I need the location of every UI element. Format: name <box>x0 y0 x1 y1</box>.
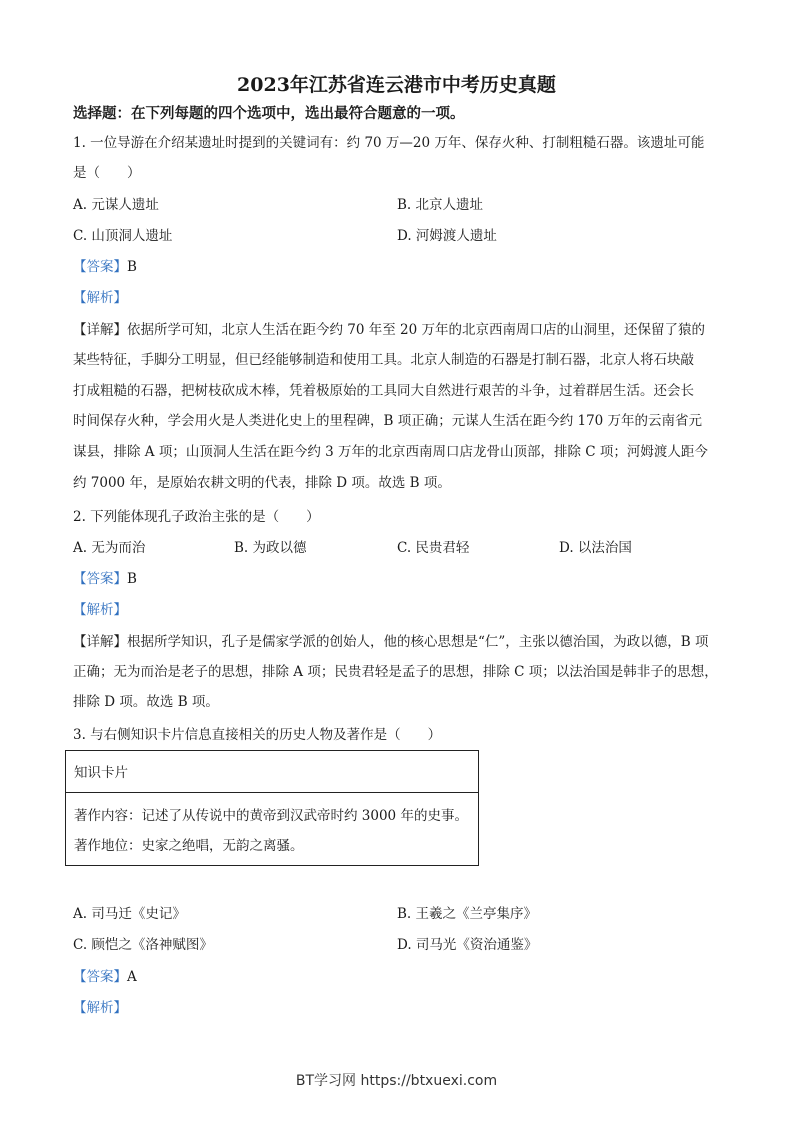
q1-detail-line-0 <box>73 320 725 340</box>
q2-detail-text-0: 根据所学知识，孔子是儒家学派的创始人，他的核心思想是“仁”，主张以德治国，为政以德，B 项 <box>127 634 709 650</box>
q3-option-b: B. 王羲之《兰亭集序》 <box>397 906 538 922</box>
q2-option-a: A. 无为而治 <box>73 540 146 556</box>
q3-answer-value: A <box>127 969 137 985</box>
footer-watermark: BT学习网 https://btxuexi.com <box>295 1073 498 1089</box>
q1-option-a: A. 元谋人遗址 <box>73 197 159 213</box>
q1-stem-line2: 是（ ） <box>73 165 141 181</box>
q2-detail-line-1: 正确；无为而治是老子的思想，排除 A 项；民贵君轻是孟子的思想，排除 C 项；以法治国是韩非子的思想， <box>73 664 718 680</box>
q1-detail-line-2: 打成粗糙的石器，把树枝砍成木棒，凭着极原始的工具同大自然进行艰苦的斗争，过着群居生活。还会长 <box>73 383 694 399</box>
q1-detail-line-1: 某些特征，手脚分工明显，但已经能够制造和使用工具。北京人制造的石器是打制石器，北京人将石块敲 <box>73 352 694 368</box>
knowledge-card-heading: 知识卡片 <box>74 765 128 781</box>
page-title: 2023年江苏省连云港市中考历史真题 <box>237 74 556 96</box>
q1-option-d: D. 河姆渡人遗址 <box>397 228 497 244</box>
q2-option-c: C. 民贵君轻 <box>397 540 470 556</box>
q1-analysis-tag: 【解析】 <box>73 290 127 306</box>
q2-option-d: D. 以法治国 <box>559 540 632 556</box>
knowledge-card-header <box>66 751 478 793</box>
q1-detail-text-0: 依据所学可知，北京人生活在距今约 70 年至 20 万年的北京西南周口店的山洞里，还保留了猿的 <box>127 322 706 338</box>
knowledge-card-line1: 著作内容：记述了从传说中的黄帝到汉武帝时约 3000 年的史事。 <box>74 808 468 824</box>
q2-answer <box>73 569 725 589</box>
q1-stem-line1: 1. 一位导游在介绍某遗址时提到的关键词有：约 70 万—20 万年、保存火种、打制粗糙石器。该遗址可能 <box>73 135 705 151</box>
q3-option-d: D. 司马光《资治通鉴》 <box>397 937 538 953</box>
knowledge-card-line2: 著作地位：史家之绝唱，无韵之离骚。 <box>74 838 304 854</box>
q3-answer-tag: 【答案】 <box>73 969 127 985</box>
knowledge-card <box>65 750 479 866</box>
q2-answer-tag: 【答案】 <box>73 571 127 587</box>
q1-detail-line-4: 谋县，排除 A 项；山顶洞人生活在距今约 3 万年的北京西南周口店龙骨山顶部，排除 C 项；河姆渡人距今 <box>73 444 708 460</box>
q2-detail-line-2: 排除 D 项。故选 B 项。 <box>73 694 219 710</box>
q1-answer <box>73 257 725 277</box>
q1-option-c: C. 山顶洞人遗址 <box>73 228 173 244</box>
q3-option-a: A. 司马迁《史记》 <box>73 906 186 922</box>
q3-answer <box>73 967 725 987</box>
q1-detail-line-3: 时间保存火种，学会用火是人类进化史上的里程碑，B 项正确；元谋人生活在距今约 170 万年的云南省元 <box>73 413 703 429</box>
q2-detail-tag: 【详解】 <box>73 634 127 650</box>
q3-stem: 3. 与右侧知识卡片信息直接相关的历史人物及著作是（ ） <box>73 727 442 743</box>
q2-analysis-tag: 【解析】 <box>73 602 127 618</box>
q1-detail-tag: 【详解】 <box>73 322 127 338</box>
q3-analysis-tag: 【解析】 <box>73 1000 127 1016</box>
q2-answer-value: B <box>127 571 137 587</box>
q1-option-b: B. 北京人遗址 <box>397 197 484 213</box>
q2-detail-line-0 <box>73 632 725 652</box>
q1-answer-value: B <box>127 259 137 275</box>
q1-detail-line-5: 约 7000 年，是原始农耕文明的代表，排除 D 项。故选 B 项。 <box>73 475 451 491</box>
q1-answer-tag: 【答案】 <box>73 259 127 275</box>
q2-stem: 2. 下列能体现孔子政治主张的是（ ） <box>73 509 320 525</box>
q3-option-c: C. 顾恺之《洛神赋图》 <box>73 937 213 953</box>
q2-option-b: B. 为政以德 <box>234 540 307 556</box>
section-heading: 选择题：在下列每题的四个选项中，选出最符合题意的一项。 <box>73 105 465 122</box>
